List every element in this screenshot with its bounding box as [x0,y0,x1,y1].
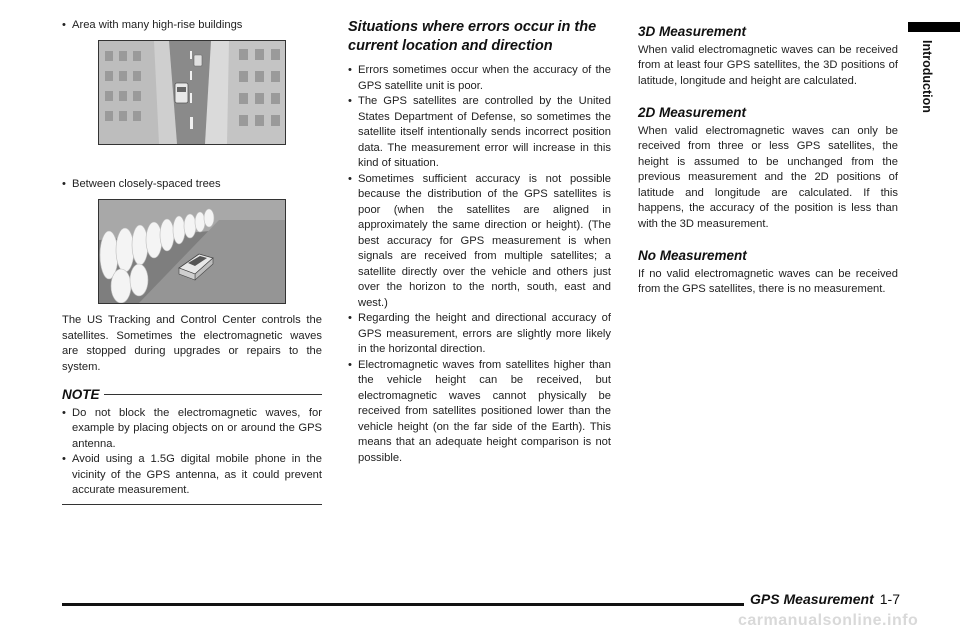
note-end-rule [62,504,322,505]
2d-measurement-text: When valid electromagnetic waves can only be received from three or less GPS satellites, the height is assumed to be unchanged from the previous measurement and the 2D positions of latitude and longitude are calculated. If this happens, the accuracy of the position is less than with the 3D measurement. [638,124,898,230]
control-center-paragraph: The US Tracking and Control Center controls the satellites. Sometimes the electromagnetic waves are stopped during upgrades or repairs to the system. [62,314,322,373]
errors-list-item: • Electromagnetic waves from satellites higher than the vehicle height can be received, but electromagnetic waves cannot physically be received from satellites positioned lower than the vehicle height (on the far side of the Earth). This means that an adequate height comparison is not possible. [348,358,611,467]
no-measurement-heading: No Measurement [638,248,747,263]
note-item: • Avoid using a 1.5G digital mobile phone in the vicinity of the GPS antenna, as it could prevent accurate measurement. [62,452,322,499]
3d-measurement-heading: 3D Measurement [638,24,747,39]
note-list [62,406,322,499]
side-tab-label: Introduction [920,40,934,113]
closely-spaced-trees-illustration [98,199,286,304]
footer-title: GPS Measurement [750,591,874,607]
no-measurement-text: If no valid electromagnetic waves can be received from the GPS satellites, there is no measurement. [638,267,898,295]
2d-measurement-heading: 2D Measurement [638,105,747,120]
page-footer [744,590,900,608]
note-item: • Do not block the electromagnetic waves, for example by placing objects on or around the GPS antenna. [62,406,322,453]
note-header [62,387,322,403]
errors-heading: Situations where errors occur in the current location and direction [348,19,597,54]
note-rule [104,394,322,395]
figure-caption-buildings: • Area with many high-rise buildings [62,18,322,34]
errors-list-item: • The GPS satellites are controlled by the United States Department of Defense, so sometimes the satellite itself intentionally sends incorrect position data. The measurement error will increase in this kind of situation. [348,94,611,172]
side-tab-marker [908,22,960,32]
errors-list-item: • Regarding the height and directional accuracy of GPS measurement, errors are slightly more likely in the horizontal direction. [348,311,611,358]
high-rise-buildings-illustration [98,40,286,145]
figure-caption-trees: • Between closely-spaced trees [62,177,322,193]
errors-list [348,63,611,466]
right-column [638,18,898,298]
errors-list-item: • Sometimes sufficient accuracy is not possible because the distribution of the GPS satellites is poor (when the satellites are aligned in approximately the same direction or height). (The best accuracy for GPS measurement is when signals are received from multiple satellites; a satellite directly over the vehicle and others just over the horizon to the north, south, east and west.) [348,172,611,312]
errors-list-item: • Errors sometimes occur when the accuracy of the GPS satellite unit is poor. [348,63,611,94]
left-column [62,18,322,505]
page-number: 1-7 [879,591,900,607]
note-label: NOTE [62,387,100,402]
watermark: carmanualsonline.info [738,612,919,629]
middle-column [348,18,611,466]
3d-measurement-text: When valid electromagnetic waves can be received from at least four GPS satellites, the 3D positions of latitude, longitude and height are calculated. [638,43,898,87]
